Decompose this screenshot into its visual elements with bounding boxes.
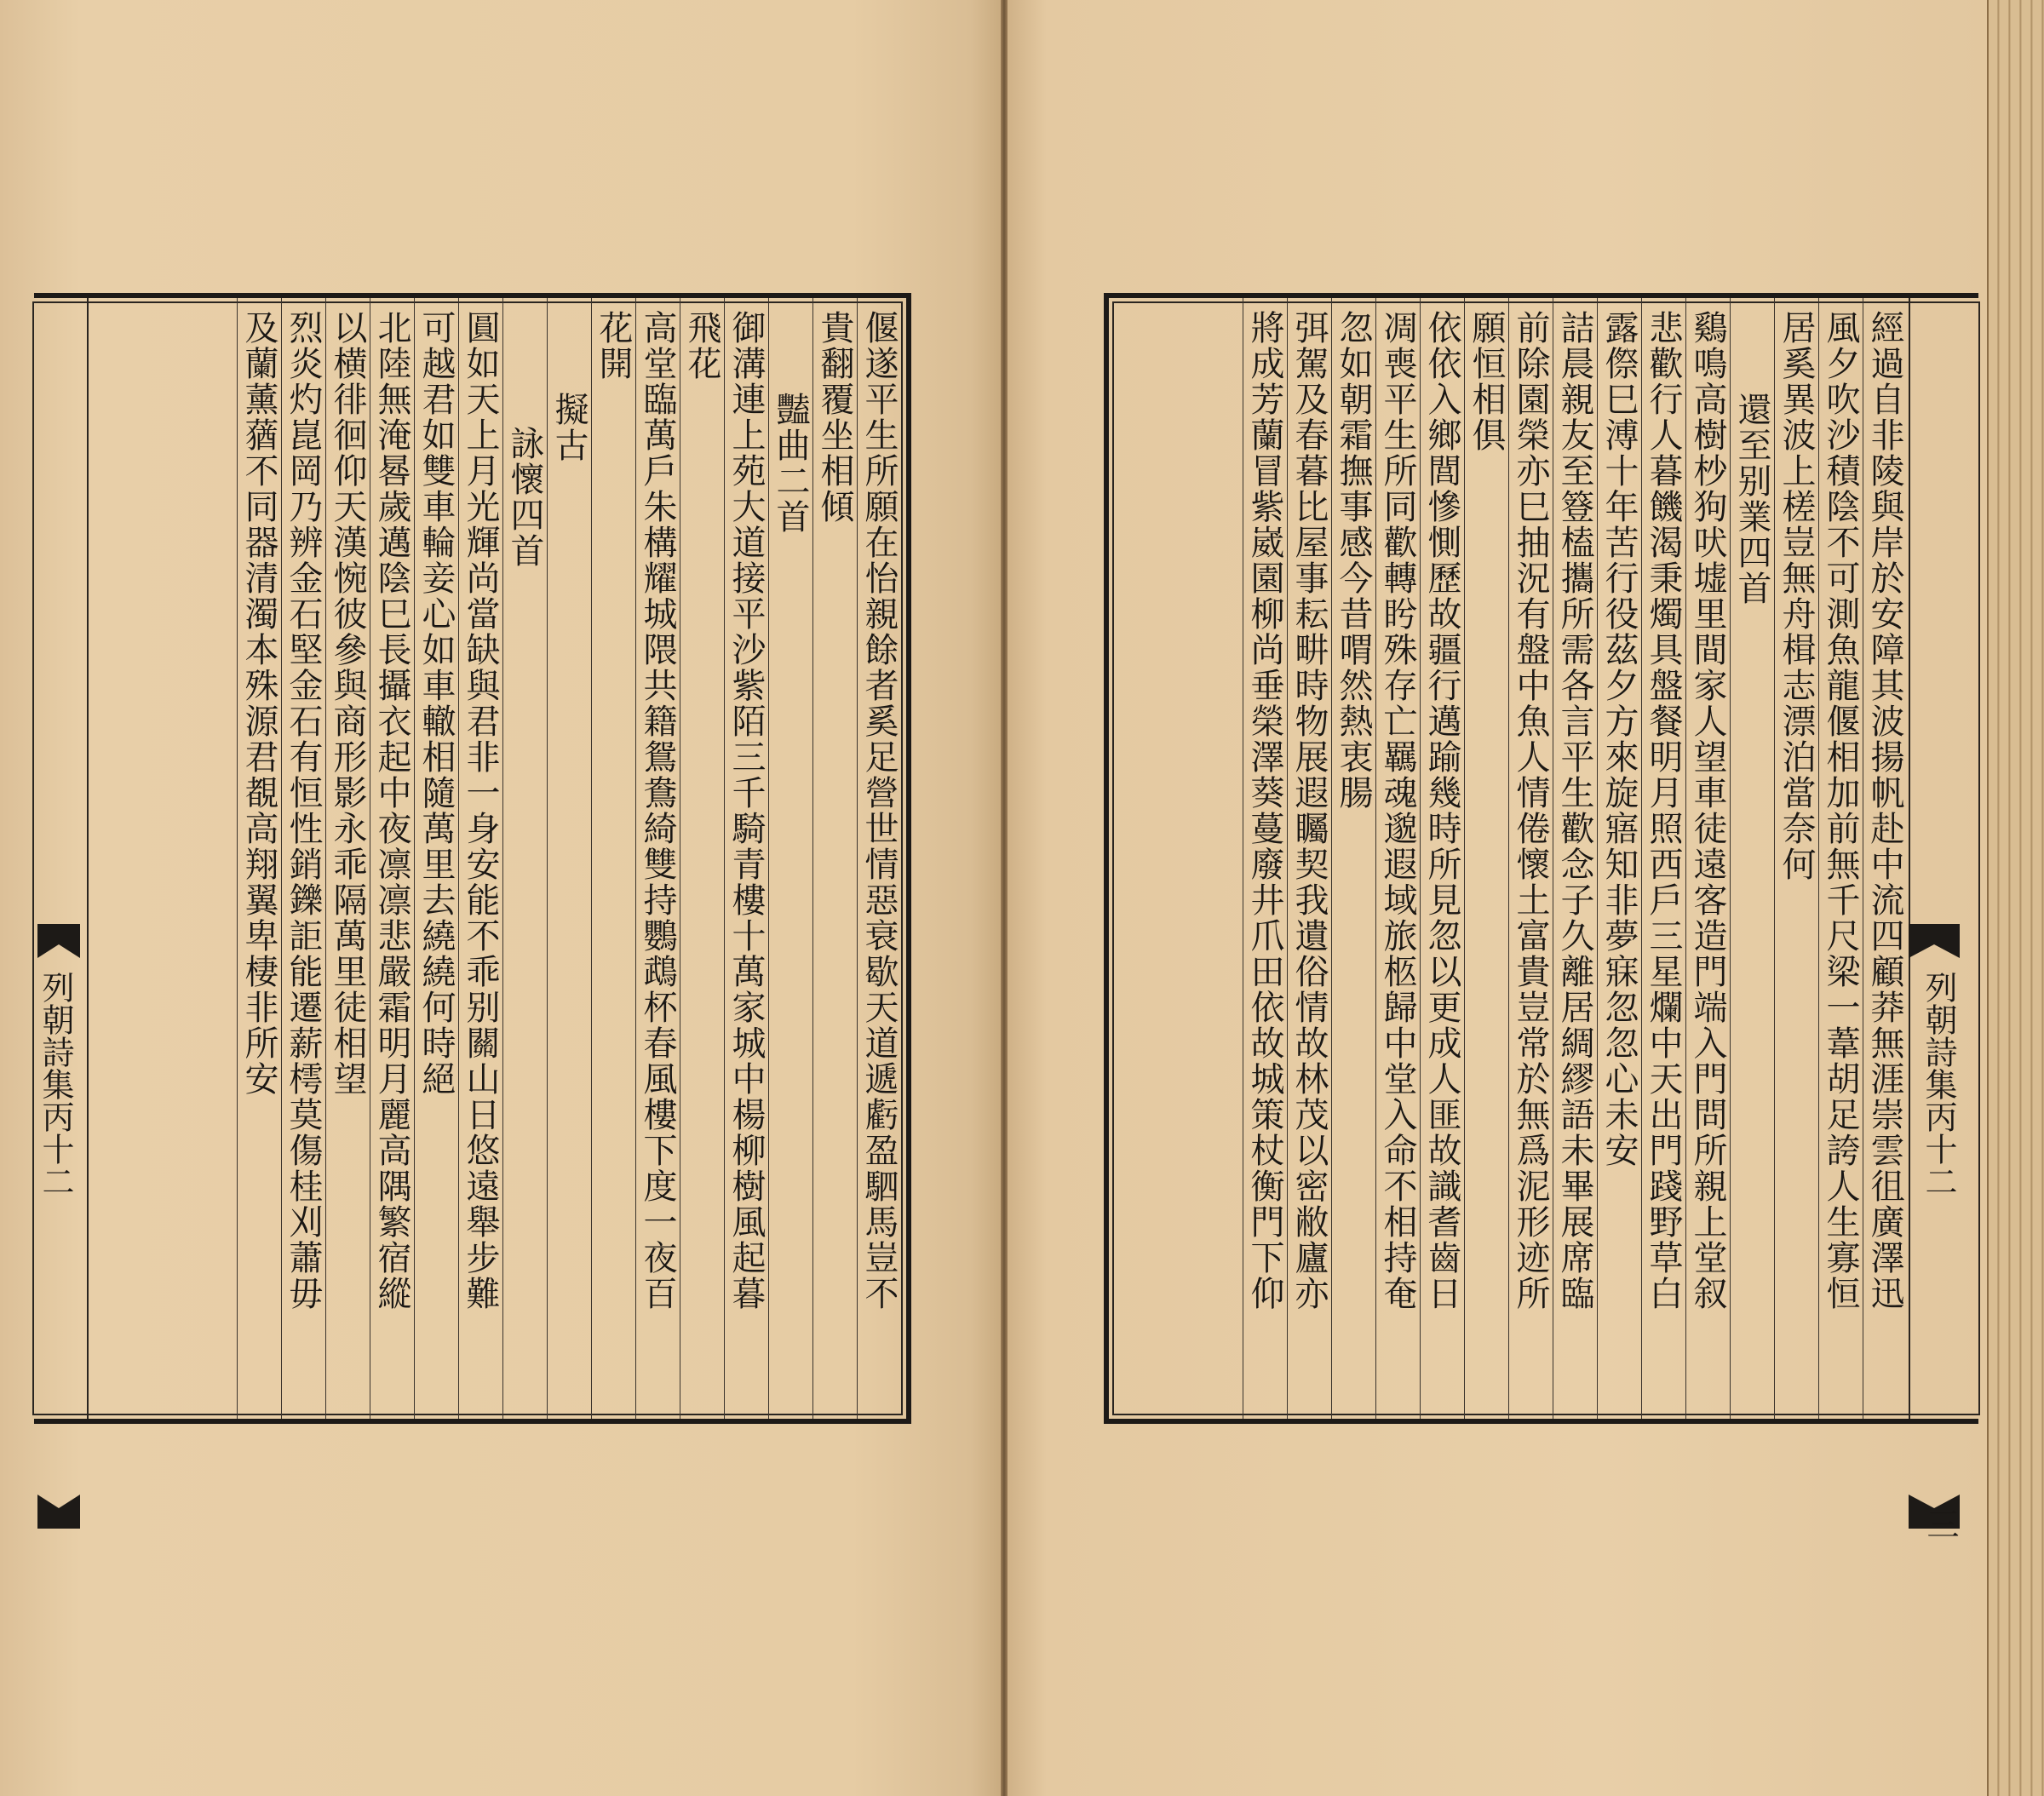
text-column: 鷄鳴高樹杪狗吠墟里間家人望車徒遠客造門端入門問所親上堂叙 [1685,298,1730,1419]
fish-tail-mark-icon [37,924,80,958]
fold-margin-title: 列朝詩集丙十二 [37,971,74,1197]
text-column: 弭駕及春暮比屋事耘畊時物展遐矚契我遺俗情故林茂以密敝廬亦 [1287,298,1331,1419]
text-column: 北陸無淹晷歲邁陰巳長攝衣起中夜凛凛悲嚴霜明月麗高隅繁宿縱 [370,298,414,1419]
poem-title-column: 詠懷四首 [502,298,547,1419]
left-page-frame [34,293,911,1424]
left-text-columns [37,298,901,1419]
text-column: 忽如朝霜撫事感今昔喟然熱衷腸 [1331,298,1375,1419]
right-text-columns [1115,298,1907,1419]
text-column: 露傺巳溥十年苦行役茲夕方來旋寤知非夢寐忽忽心未安 [1597,298,1641,1419]
fish-tail-mark-icon [1909,924,1960,958]
right-page-frame [1104,293,1978,1540]
text-column: 將成芳蘭冒紫崴園柳尚垂榮澤葵蔓廢井爪田依故城策杖衡門下仰 [1243,298,1287,1419]
text-column: 以横徘徊仰天漢惋彼參與商形影永乖隔萬里徒相望 [325,298,370,1419]
text-column: 花開 [591,298,635,1419]
text-column: 悲歡行人暮饑渴秉燭具盤餐明月照西戶三星爛中天出門踐野草白 [1641,298,1685,1419]
poem-title-column: 豔曲二首 [768,298,812,1419]
text-column: 經過自非陵與岸於安障其波揚帆赴中流四顧莽無涯崇雲徂廣澤迅 [1863,298,1907,1419]
poem-title-column: 擬古 [547,298,591,1419]
text-column: 及蘭薰蕕不同器清濁本殊源君覩高翔翼卑棲非所安 [237,298,281,1419]
text-column: 貴翻覆坐相傾 [812,298,857,1419]
text-column: 願恒相俱 [1464,298,1508,1419]
text-column: 居奚異波上槎豈無舟楫志漂泊當奈何 [1774,298,1818,1419]
text-column: 前除園榮亦巳抽況有盤中魚人情倦懷土富貴豈常於無爲泥形迹所 [1508,298,1553,1419]
text-column: 烈炎灼崑岡乃辨金石堅金石有恒性銷鑠詎能遷薪樗莫傷桂刈蕭毋 [281,298,325,1419]
page-stack-edge [1987,0,2044,1796]
poem-title-column: 還至别業四首 [1730,298,1774,1419]
text-column: 詰晨親友至簦榼攜所需各言平生歡念子久離居綢繆語未畢展席臨 [1553,298,1597,1419]
text-column: 依依入鄉閭慘惻歷故疆行邁踰幾時所見忽以更成人匪故識耆齒日 [1420,298,1464,1419]
text-column: 風夕吹沙積陰不可測魚龍偃相加前無千尺梁一葦胡足誇人生寡恒 [1818,298,1863,1419]
text-column: 飛花 [680,298,724,1419]
text-column: 御溝連上苑大道接平沙紫陌三千騎青樓十萬家城中楊柳樹風起暮 [724,298,768,1419]
left-fold-margin [34,298,89,1419]
text-column: 圓如天上月光輝尚當缺與君非一身安能不乖别關山日悠遠舉步難 [458,298,502,1419]
text-column: 凋喪平生所同歡轉盻殊存亡羈魂邈遐域旅柩歸中堂入命不相持奄 [1375,298,1420,1419]
left-page [0,0,1001,1796]
leaf-number: 三 [1921,1507,1959,1540]
book-gutter [1001,0,1008,1796]
right-page [1008,0,1987,1796]
fold-margin-title: 列朝詩集丙十二 [1920,971,1957,1197]
right-fold-margin [1909,298,1970,1540]
text-column: 偃遂平生所願在怡親餘者奚足營世情惡衰歇天道遞虧盈駟馬豈不 [857,298,901,1419]
fish-tail-mark-icon [37,1495,80,1529]
text-column: 可越君如雙車輪妾心如車轍相隨萬里去繞繞何時絕 [414,298,458,1419]
text-column: 高堂臨萬戶朱構耀城隈共籍鴛鴦綺雙持鸚鵡杯春風樓下度一夜百 [635,298,680,1419]
